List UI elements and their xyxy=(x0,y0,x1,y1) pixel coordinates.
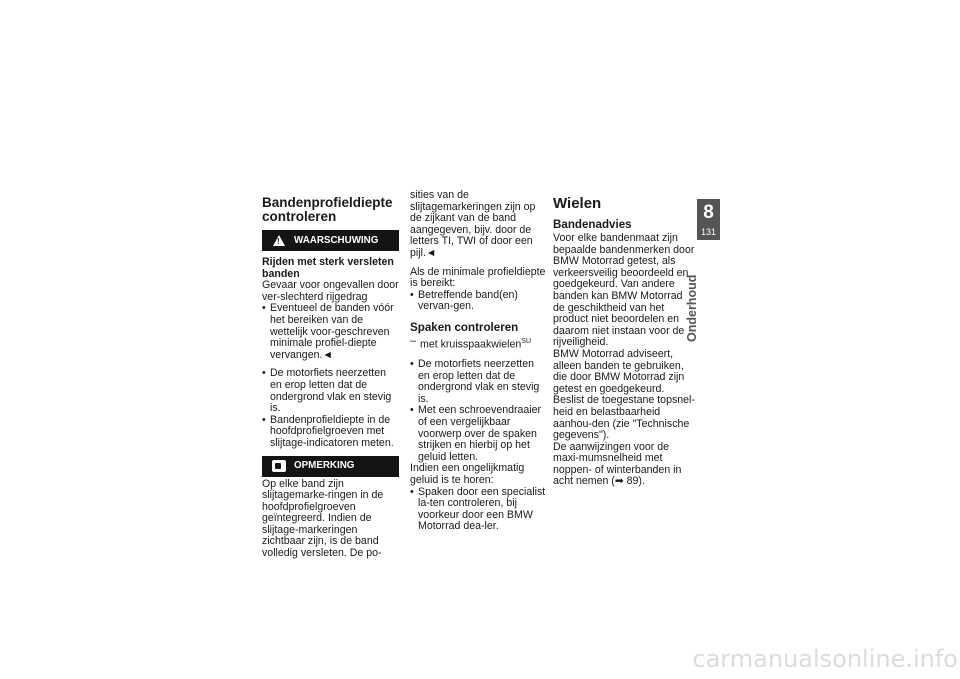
warning-triangle-icon xyxy=(268,235,290,246)
note-text: Op elke band zijn slijtagemarke-ringen in de hoofdprofielgroeven geïntegreerd. Indien de slijtage-markeringen zichtbaar zijn, is de band volledig versleten. De po- xyxy=(262,477,384,560)
tyre-advice-paragraph-4: De aanwijzingen voor de maxi-mumsnelheid met noppen- of winterbanden in acht nemen (➡ 89). xyxy=(553,440,682,488)
list-item: • Bandenprofieldiepte in de hoofdprofielgroeven met slijtage-indicatoren meten. xyxy=(262,415,399,450)
note-label: OPMERKING xyxy=(294,460,355,472)
tyre-advice-paragraph-3: Beslist de toegestane topsnel-heid en belastbaarheid aanhou-den (zie "Technische gegevens"). xyxy=(553,394,695,442)
column-1 xyxy=(262,196,399,560)
spoke-bullet-list xyxy=(410,359,546,463)
irregular-bullet-list xyxy=(410,487,546,533)
tyre-advice-paragraph-2: BMW Motorrad adviseert, alleen banden te gebruiken, die door BMW Motorrad zijn getest en goedgekeurd. xyxy=(553,347,685,395)
chapter-section-title: Onderhoud xyxy=(685,274,699,342)
page-number: 131 xyxy=(700,227,717,237)
watermark: carmanualsonline.info xyxy=(692,645,958,673)
column-3 xyxy=(553,196,695,488)
section-title-tread-depth: Bandenprofieldiepte controleren xyxy=(262,195,393,224)
list-item: • De motorfiets neerzetten en erop letten dat de ondergrond vlak en stevig is. xyxy=(410,359,546,405)
spoke-variant-code: SU xyxy=(521,337,532,345)
list-item: • De motorfiets neerzetten en erop letten dat de ondergrond vlak en stevig is. xyxy=(262,368,399,414)
section-title-spokes: Spaken controleren xyxy=(410,320,519,334)
tyre-advice-paragraph-1: Voor elke bandenmaat zijn bepaalde bandenmerken door BMW Motorrad getest, als verkeersveilig beoordeeld en goedgekeurd. Van andere banden kan BMW Motorrad de geschiktheid van het product niet beoordelen en daarom niet instaan voor de rijveiligheid. xyxy=(553,232,695,349)
list-item: • Spaken door een specialist la-ten controleren, bij voorkeur door een BMW Motorrad dea-ler. xyxy=(410,487,546,533)
note-text-continued: sities van de slijtagemarkeringen zijn op de zijkant van de band aangegeven, bijv. door de letters TI, TWI of door een pijl.◄ xyxy=(410,189,536,259)
chapter-tab xyxy=(697,199,720,240)
min-depth-text: Als de minimale profieldiepte is bereikt: xyxy=(410,265,546,290)
subsection-title-tyre-advice: Bandenadvies xyxy=(553,218,632,231)
list-item: • Met een schroevendraaier of een vergelijkbaar voorwerp over de spaken strijken en hierbij op het geluid letten. xyxy=(410,405,546,463)
irregular-sound-text: Indien een ongelijkmatig geluid is te horen: xyxy=(410,462,525,486)
warning-text: Gevaar voor ongevallen door ver-slechterd rijgedrag xyxy=(262,279,399,303)
note-icon xyxy=(268,460,290,472)
list-item: • Eventueel de banden vóór het bereiken van de wettelijk voor-geschreven minimale profiel-diepte vervangen.◄ xyxy=(262,303,399,361)
chapter-number: 8 xyxy=(703,202,714,223)
warning-heading: Rijden met sterk versleten banden xyxy=(262,256,394,280)
note-banner xyxy=(262,456,399,477)
tread-bullet-list xyxy=(262,303,399,449)
section-title-wheels: Wielen xyxy=(553,195,602,212)
min-depth-bullet-list xyxy=(410,290,546,313)
spoke-variant-text: met kruisspaakwielen xyxy=(420,338,522,351)
column-2 xyxy=(410,190,546,533)
warning-label: WAARSCHUWING xyxy=(294,234,379,246)
list-item: • Betreffende band(en) vervan-gen. xyxy=(410,290,546,313)
warning-banner xyxy=(262,230,399,251)
spoke-variant-line xyxy=(410,336,546,351)
